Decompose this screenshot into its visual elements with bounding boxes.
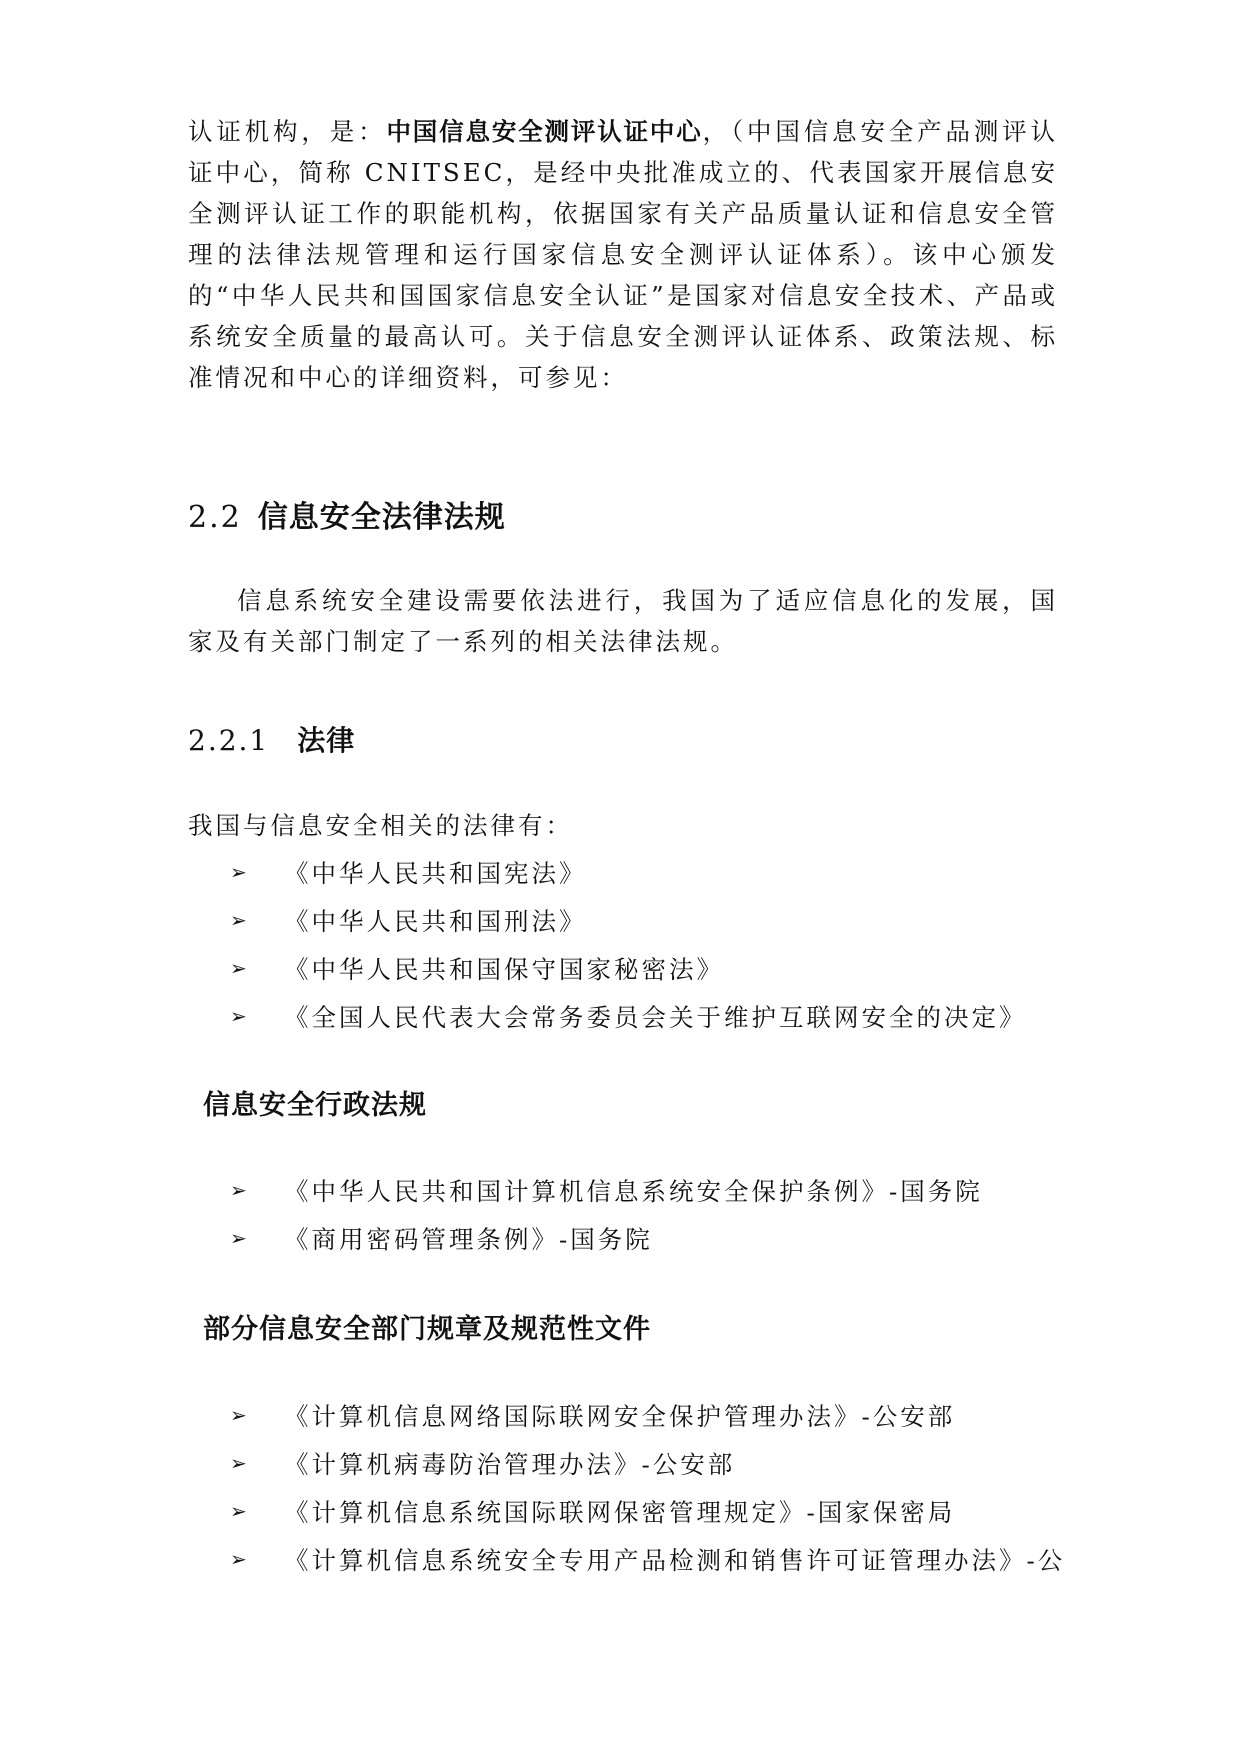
admin-regulations-heading: 信息安全行政法规 — [203, 1090, 427, 1121]
section-2-2-body: 信息系统安全建设需要依法进行，我国为了适应信息化的发展，国家及有关部门制定了一系列的相关法律法规。 — [188, 586, 1058, 656]
arrow-bullet-icon: ➢ — [230, 1403, 247, 1427]
arrow-bullet-icon: ➢ — [230, 956, 247, 980]
section-title: 法律 — [297, 724, 356, 757]
section-number: 2.2 — [188, 500, 242, 535]
arrow-bullet-icon: ➢ — [230, 1547, 247, 1571]
list-item — [230, 1166, 983, 1214]
list-item — [230, 1535, 1065, 1583]
list-item-text: 《计算机信息系统安全专用产品检测和销售许可证管理办法》-公 — [284, 1545, 1066, 1575]
arrow-bullet-icon: ➢ — [230, 1226, 247, 1250]
list-item — [230, 848, 1027, 896]
list-item-text: 《中华人民共和国计算机信息系统安全保护条例》-国务院 — [284, 1176, 983, 1206]
list-item-text: 《中华人民共和国保守国家秘密法》 — [284, 954, 724, 984]
list-item — [230, 896, 1027, 944]
intro-paragraph — [188, 111, 1058, 398]
section-2-2-1-heading — [188, 719, 355, 759]
list-item-text: 《全国人民代表大会常务委员会关于维护互联网安全的决定》 — [284, 1002, 1027, 1032]
list-item — [230, 992, 1027, 1040]
arrow-bullet-icon: ➢ — [230, 860, 247, 884]
section-title: 信息安全法律法规 — [257, 500, 506, 535]
arrow-bullet-icon: ➢ — [230, 908, 247, 932]
laws-intro: 我国与信息安全相关的法律有： — [188, 811, 573, 840]
list-item — [230, 1487, 1065, 1535]
list-item-text: 《计算机信息网络国际联网安全保护管理办法》-公安部 — [284, 1401, 956, 1431]
list-item-text: 《计算机病毒防治管理办法》-公安部 — [284, 1449, 736, 1479]
list-item-text: 《商用密码管理条例》-国务院 — [284, 1224, 653, 1254]
intro-rest: ，（中国信息安全产品测评认证中心，简称 CNITSEC，是经中央批准成立的、代表国家开展信息安全测评认证工作的职能机构，依据国家有关产品质量认证和信息安全管理的法律法规管理和运行国家信息安全测评认证体系）。该中心颁发的“中华人民共和国国家信息安全认证”是国家对信息安全技术、产品或系统安全质量的最高认可。关于信息安全测评认证体系、政策法规、标准情况和中心的详细资料，可参见： — [188, 117, 1059, 392]
arrow-bullet-icon: ➢ — [230, 1004, 247, 1028]
arrow-bullet-icon: ➢ — [230, 1499, 247, 1523]
list-item — [230, 1214, 983, 1262]
laws-list — [230, 848, 1027, 1040]
list-item — [230, 944, 1027, 992]
dept-rules-heading: 部分信息安全部门规章及规范性文件 — [203, 1314, 651, 1345]
list-item-text: 《中华人民共和国刑法》 — [284, 906, 587, 936]
list-item — [230, 1439, 1065, 1487]
dept-rules-list — [230, 1391, 1065, 1583]
list-item-text: 《中华人民共和国宪法》 — [284, 858, 587, 888]
arrow-bullet-icon: ➢ — [230, 1451, 247, 1475]
org-name-bold: 中国信息安全测评认证中心 — [386, 117, 703, 146]
list-item — [230, 1391, 1065, 1439]
section-2-2-heading — [188, 492, 506, 536]
arrow-bullet-icon: ➢ — [230, 1178, 247, 1202]
admin-regulations-list — [230, 1166, 983, 1262]
intro-lead: 认证机构，是： — [188, 117, 387, 146]
list-item-text: 《计算机信息系统国际联网保密管理规定》-国家保密局 — [284, 1497, 956, 1527]
section-number: 2.2.1 — [188, 724, 270, 757]
